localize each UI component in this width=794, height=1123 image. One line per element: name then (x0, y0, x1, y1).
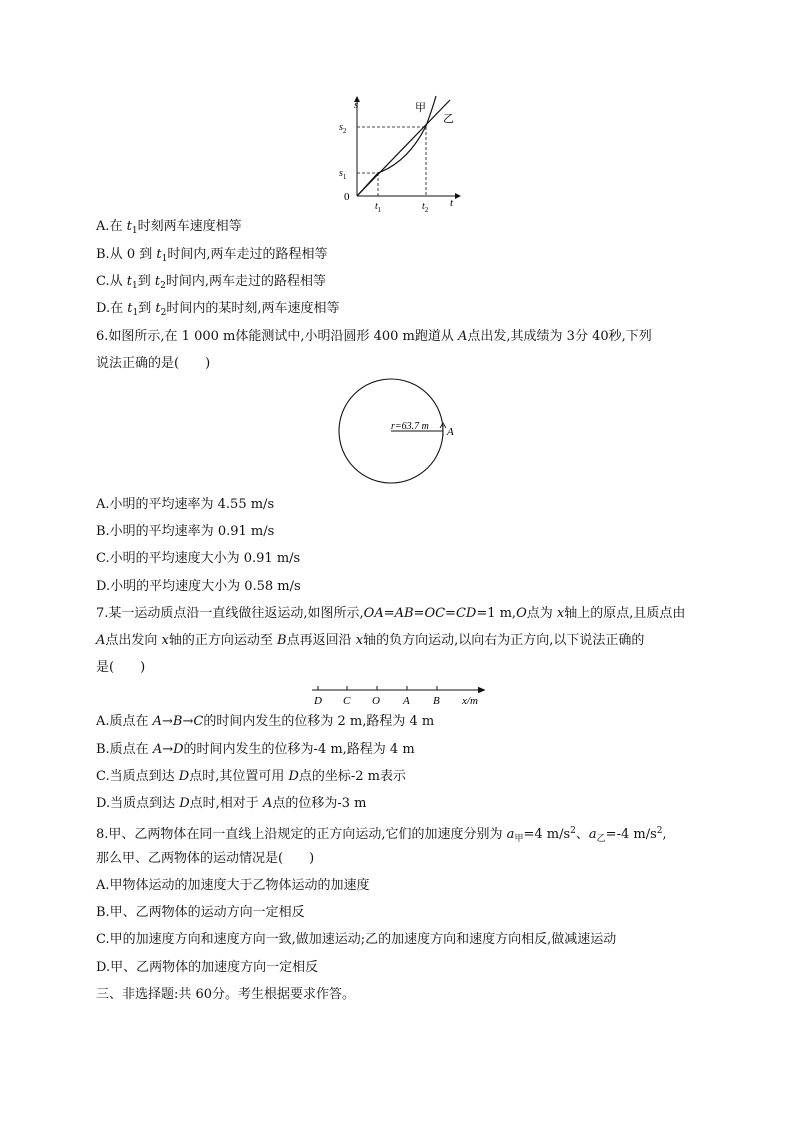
number-line-arrow (478, 687, 485, 693)
label-c: C (343, 695, 351, 707)
label-jia: 甲 (415, 102, 426, 114)
q5-option-a: A.在 $t_1$时刻两车速度相等 (96, 219, 242, 236)
track-circle-figure (338, 378, 468, 488)
label-o: O (372, 695, 380, 707)
q6-stem-line1: 6.如图所示,在 1 000 m体能测试中,小明沿圆形 400 m跑道从 A点出发,其成绩为 3分 40秒,下列 (96, 329, 652, 344)
q5-option-b: B.从 0 到 $t_1$时间内,两车走过的路程相等 (96, 247, 328, 264)
q8-stem-line2: 那么甲、乙两物体的运动情况是( ) (96, 851, 315, 866)
label-unit: x/m (462, 695, 478, 707)
q6-option-b: B.小明的平均速率为 0.91 m/s (96, 524, 275, 539)
label-d: D (314, 695, 322, 707)
section-three-heading: 三、非选择题:共 60分。考生根据要求作答。 (96, 987, 356, 1002)
q6-option-a: A.小明的平均速率为 4.55 m/s (96, 497, 275, 512)
st-graph (330, 92, 470, 212)
t1-label: $t_1$ (375, 201, 382, 214)
q6-option-d: D.小明的平均速度大小为 0.58 m/s (96, 579, 301, 594)
origin-label: 0 (344, 191, 350, 203)
q7-option-d: D.当质点到达 D点时,相对于 A点的位移为-3 m (96, 796, 367, 811)
label-b: B (433, 695, 440, 707)
s2-label: $s_2$ (339, 122, 347, 135)
s1-label: $s_1$ (339, 168, 347, 181)
q7-stem-line2: A点出发向 x轴的正方向运动至 B点再返回沿 x轴的负方向运动,以向右为正方向,以下说法正确的 (96, 633, 645, 648)
q6-option-c: C.小明的平均速度大小为 0.91 m/s (96, 551, 301, 566)
q8-option-a: A.甲物体运动的加速度大于乙物体运动的加速度 (96, 878, 370, 893)
q8-option-b: B.甲、乙两物体的运动方向一定相反 (96, 905, 305, 920)
q7-stem-line1: 7.某一运动质点沿一直线做往返运动,如图所示,OA=AB=OC=CD=1 m,O点为 x轴上的原点,且质点由 (96, 606, 686, 621)
q6-stem-line2: 说法正确的是( ) (96, 356, 211, 371)
radius-label: r=63.7 m (391, 421, 429, 432)
q5-option-d: D.在 $t_1$到 $t_2$时间内的某时刻,两车速度相等 (96, 301, 340, 318)
y-axis-label: s (354, 99, 359, 111)
point-a-label: A (447, 426, 454, 438)
number-line (312, 683, 492, 709)
q8-option-c: C.甲的加速度方向和速度方向一致,做加速运动;乙的加速度方向和速度方向相反,做减速运动 (96, 932, 617, 947)
t2-label: $t_2$ (422, 201, 429, 214)
q7-option-b: B.质点在 A→D的时间内发生的位移为-4 m,路程为 4 m (96, 742, 415, 757)
x-axis-label: t (450, 197, 454, 209)
label-yi: 乙 (443, 113, 454, 125)
q7-option-a: A.质点在 A→B→C的时间内发生的位移为 2 m,路程为 4 m (96, 714, 435, 729)
q7-option-c: C.当质点到达 D点时,其位置可用 D点的坐标-2 m表示 (96, 769, 407, 784)
q5-option-c: C.从 $t_1$到 $t_2$时间内,两车走过的路程相等 (96, 274, 326, 291)
q7-stem-line3: 是( ) (96, 660, 146, 675)
q8-option-d: D.甲、乙两物体的加速度方向一定相反 (96, 960, 319, 975)
label-a: A (403, 695, 410, 707)
q8-stem-line1: 8.甲、乙两物体在同一直线上沿规定的正方向运动,它们的加速度分别为 $a_甲=4$ $m/s^2$、$a_乙=-4$ $m/s^2$, (96, 826, 667, 844)
